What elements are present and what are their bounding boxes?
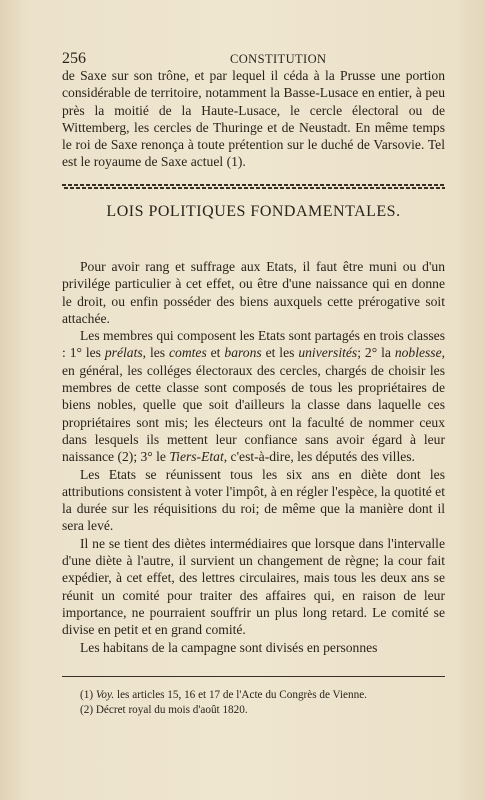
- paragraph-4: Il ne se tient des diètes intermédiaires que lorsque dans l'intervalle d'une diète à l'autre, il survient un changement de règne; la cour fait expédier, à cet effet, des lettres circulaires, mais tous les deux ans se réunit un comité pour traiter des affaires qui, en raison de leur importance, ne pourraient souffrir un plus long retard. Le comité se divise en petit et en grand comité.: [62, 535, 445, 638]
- text-run: et: [206, 345, 225, 361]
- running-title: CONSTITUTION: [230, 52, 327, 66]
- italic-term: comtes: [168, 345, 207, 361]
- footnote-1: [80, 688, 440, 703]
- italic-term: Tiers-Etat: [169, 449, 224, 465]
- section-title: LOIS POLITIQUES FONDAMENTALES.: [106, 203, 401, 220]
- continued-paragraph: [62, 67, 445, 171]
- paragraph-1: Pour avoir rang et suffrage aux Etats, il faut être muni ou d'un privilége particulier à cet effet, ou être d'une naissance qui en donne le droit, ou enfin posséder des biens auxquels cette prérogative soit attachée.: [62, 259, 445, 326]
- section-body: [62, 258, 445, 656]
- paragraph-5: Les habitans de la campagne sont divisés en personnes: [80, 639, 378, 655]
- text-run: et les: [261, 345, 299, 361]
- text-run: ; 2° la: [357, 345, 395, 361]
- footnote-2: [80, 703, 440, 718]
- footnote-rule: [62, 676, 445, 677]
- footnotes: [80, 688, 440, 718]
- paragraph-2: [62, 327, 445, 465]
- decorative-divider: [62, 184, 445, 190]
- text-run: , en général, les colléges électoraux des cercles, chargés de choisir les membres de cette classe sont composés de tous les propriétaires de biens nobles, quelle que soit d'ailleurs la classe dans laquelle ces propriétaires sont mis; les électeurs ont la faculté de nommer ceux dans lesquels ils mettent leur confiance sans avoir égard à leur naissance (2); 3° le: [62, 345, 446, 465]
- italic-term: universités: [298, 345, 358, 361]
- page-number: 256: [62, 50, 86, 67]
- footnote-text: les articles 15, 16 et 17 de l'Acte du Congrès de Vienne.: [114, 689, 367, 701]
- footnote-text: Décret royal du mois d'août 1820.: [93, 704, 248, 716]
- italic-term: prélats: [104, 345, 143, 361]
- footnote-marker: (2): [80, 704, 94, 716]
- footnote-marker: (1): [80, 689, 94, 701]
- paragraph-3: Les Etats se réunissent tous les six ans en diète dont les attributions consistent à voter l'impôt, à en régler l'espèce, la quotité et la durée sur les réquisitions du roi; de même que la manière dont il sera levé.: [62, 466, 445, 534]
- paragraph-text: de Saxe sur son trône, et par lequel il céda à la Prusse une portion considérable de territoire, notamment la Basse-Lusace en entier, à peu près la moitié de la Haute-Lusace, le cercle électoral ou de Wittemberg, les cercles de Thuringe et de Neustadt. En même temps le roi de Saxe renonça à toute prétention sur le duché de Varsovie. Tel est le royaume de Saxe actuel (1).: [62, 68, 445, 170]
- text-run: Les membres qui composent les Etats sont partagés en trois classes : 1° les: [62, 328, 445, 361]
- italic-term: noblesse: [394, 345, 442, 361]
- text-run: , les: [142, 345, 169, 361]
- italic-term: barons: [224, 345, 262, 361]
- text-run: , c'est-à-dire, les députés des villes.: [223, 449, 415, 465]
- footnote-abbrev: Voy.: [95, 689, 115, 701]
